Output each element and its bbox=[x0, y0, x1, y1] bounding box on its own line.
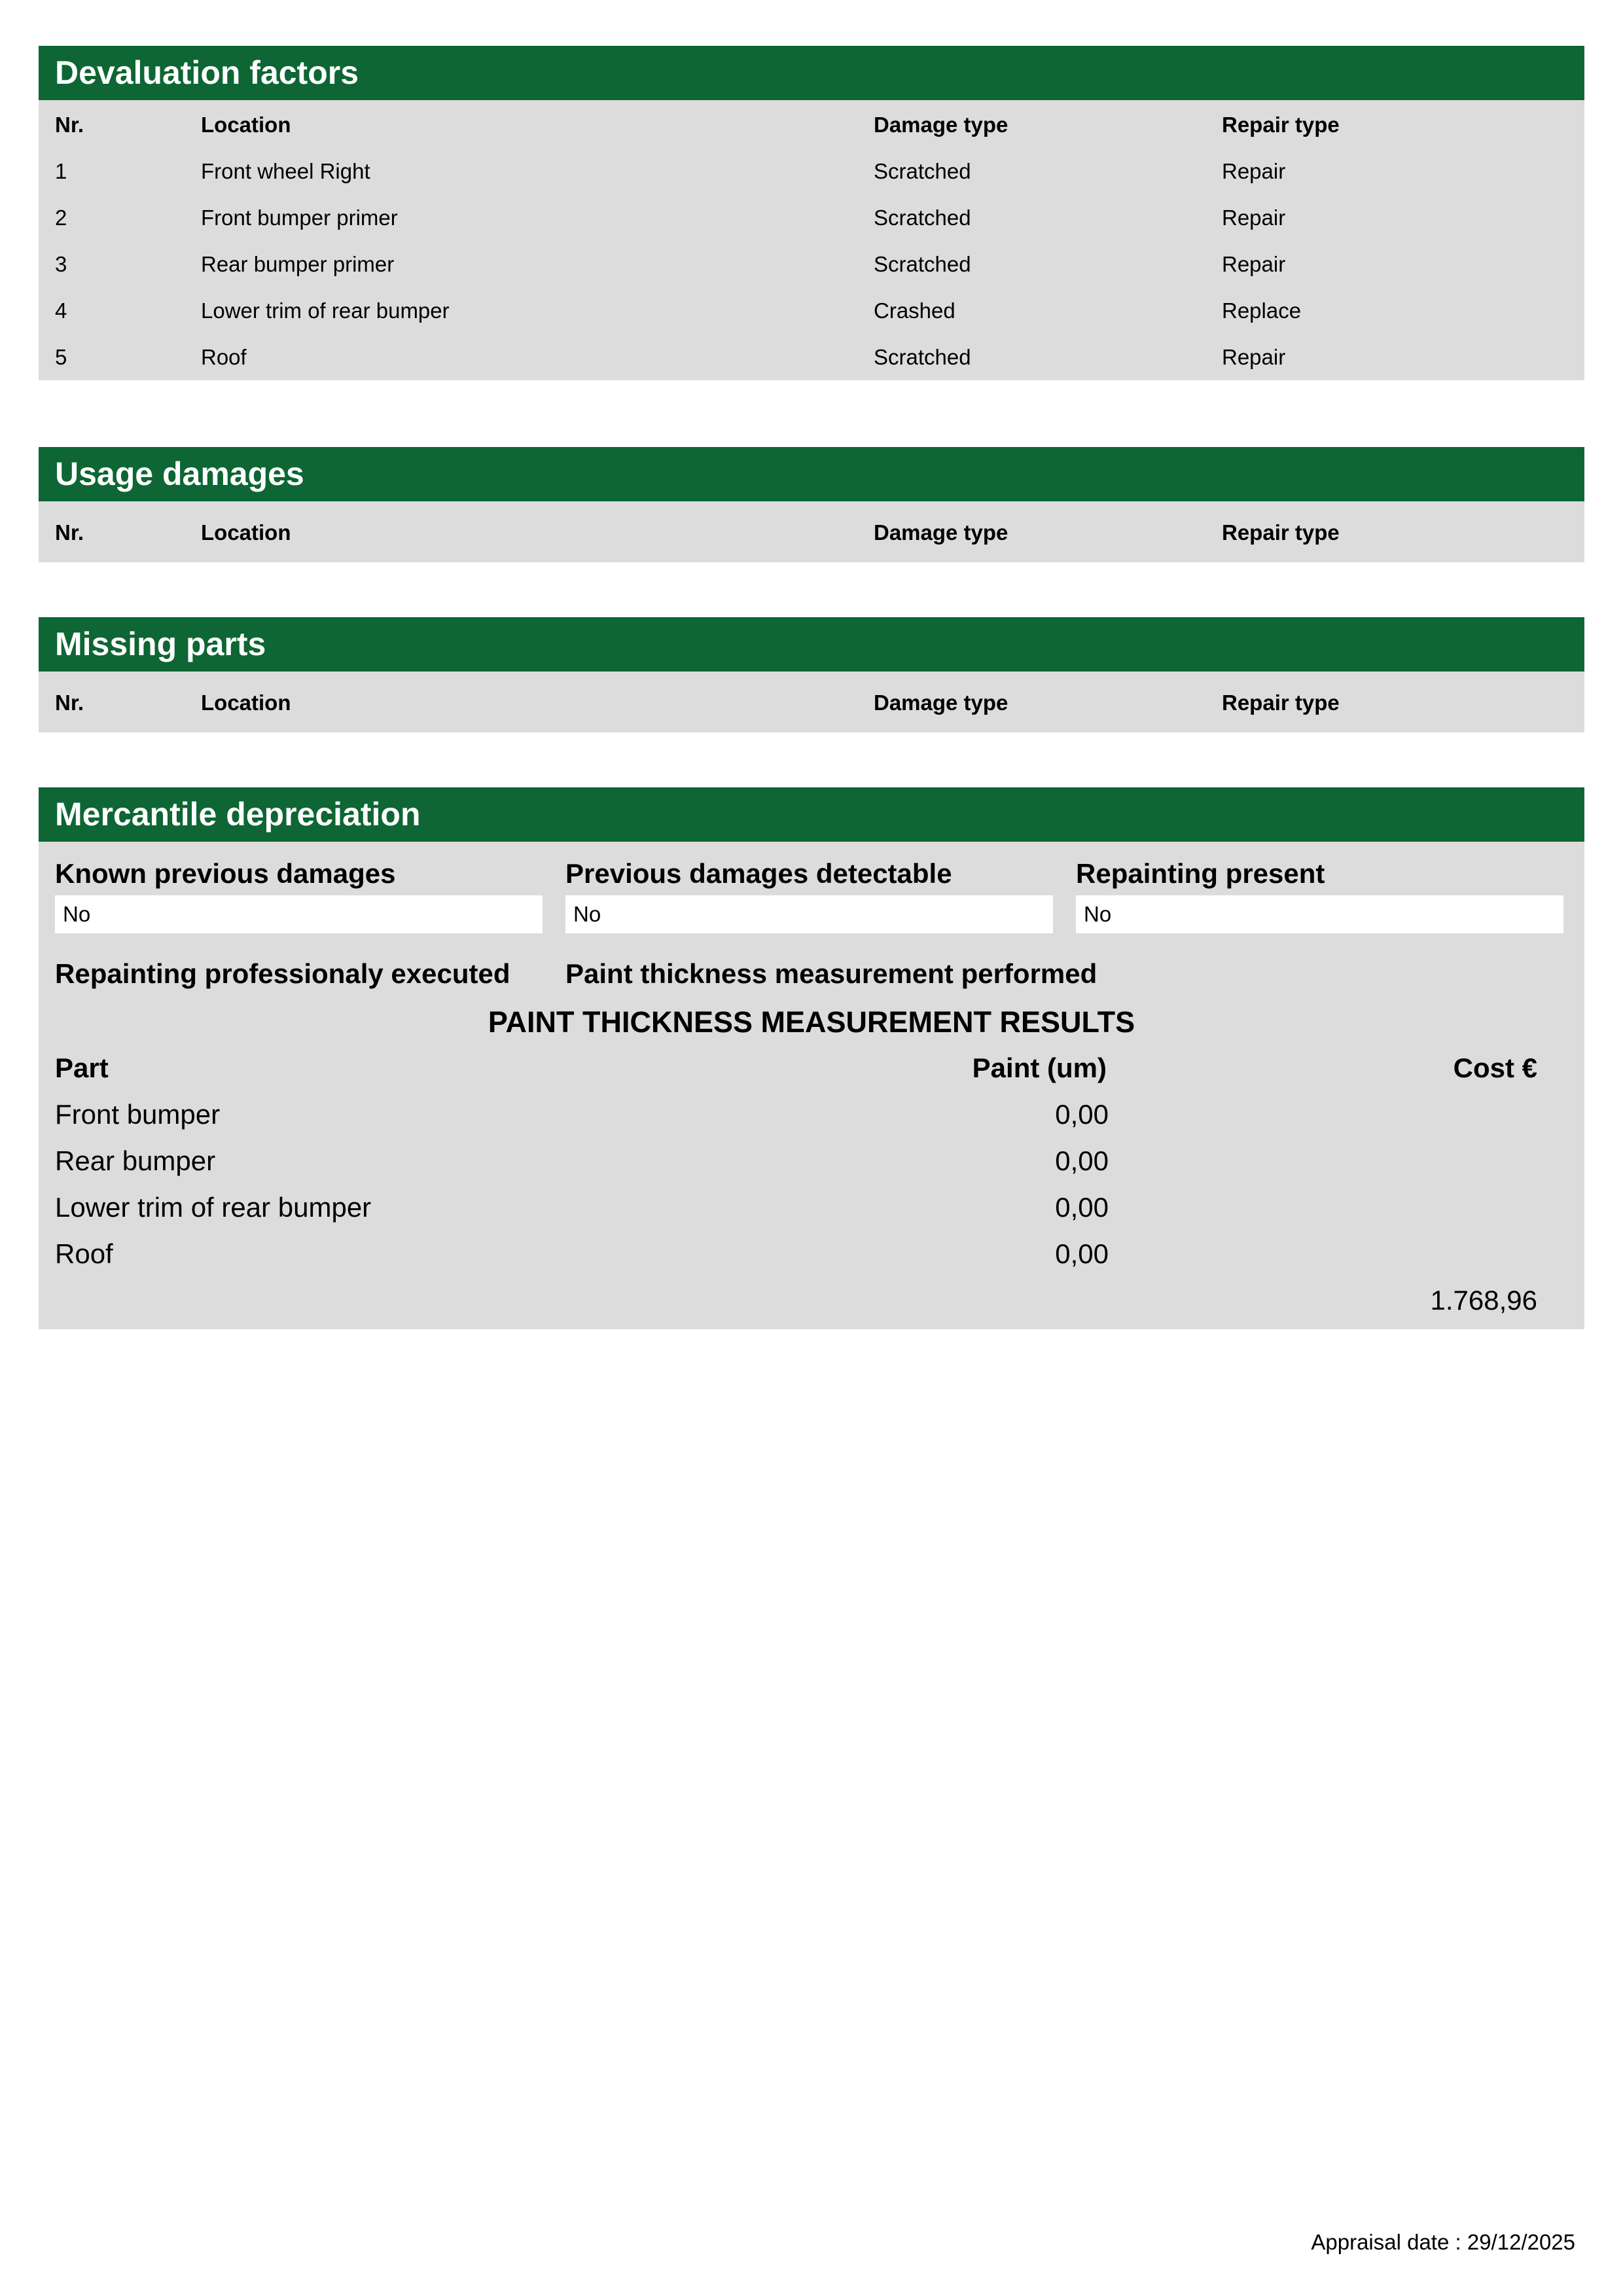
repainting-professionaly-executed-label: Repainting professionaly executed bbox=[55, 958, 510, 989]
row-nr: 2 bbox=[55, 206, 67, 230]
known-previous-damages-value: No bbox=[55, 895, 543, 933]
known-previous-damages-field bbox=[55, 857, 543, 933]
mercantile-fields bbox=[39, 842, 1584, 946]
row-paint: 0,00 bbox=[1055, 1145, 1109, 1176]
header-nr: Nr. bbox=[55, 691, 84, 715]
devaluation-factors-title: Devaluation factors bbox=[39, 46, 1584, 100]
row-nr: 5 bbox=[55, 345, 67, 369]
repainting-present-field bbox=[1076, 857, 1563, 933]
table-row bbox=[39, 194, 1584, 241]
header-damage-type: Damage type bbox=[874, 691, 1008, 715]
header-nr: Nr. bbox=[55, 520, 84, 545]
paint-thickness-results-title: PAINT THICKNESS MEASUREMENT RESULTS bbox=[488, 1005, 1135, 1039]
row-repair-type: Repair bbox=[1222, 345, 1286, 369]
results-total-row bbox=[39, 1277, 1584, 1329]
missing-parts-title: Missing parts bbox=[39, 617, 1584, 672]
total-cost: 1.768,96 bbox=[1430, 1285, 1537, 1316]
row-damage-type: Crashed bbox=[874, 298, 955, 323]
usage-table bbox=[39, 501, 1584, 562]
row-paint: 0,00 bbox=[1055, 1238, 1109, 1269]
row-repair-type: Repair bbox=[1222, 206, 1286, 230]
row-location: Rear bumper primer bbox=[201, 252, 395, 276]
row-damage-type: Scratched bbox=[874, 206, 971, 230]
devaluation-table bbox=[39, 100, 1584, 380]
mercantile-depreciation-title: Mercantile depreciation bbox=[39, 787, 1584, 842]
table-row bbox=[39, 1138, 1584, 1184]
header-location: Location bbox=[201, 691, 291, 715]
known-previous-damages-label: Known previous damages bbox=[55, 858, 396, 889]
row-part: Rear bumper bbox=[55, 1145, 216, 1176]
row-repair-type: Repair bbox=[1222, 159, 1286, 183]
table-row bbox=[39, 334, 1584, 380]
repainting-present-value: No bbox=[1076, 895, 1563, 933]
row-part: Roof bbox=[55, 1238, 113, 1269]
header-damage-type: Damage type bbox=[874, 113, 1008, 137]
row-paint: 0,00 bbox=[1055, 1099, 1109, 1130]
row-part: Front bumper bbox=[55, 1099, 221, 1130]
missing-parts-section bbox=[39, 617, 1584, 732]
missing-table bbox=[39, 672, 1584, 732]
row-location: Front wheel Right bbox=[201, 159, 370, 183]
header-damage-type: Damage type bbox=[874, 520, 1008, 545]
table-row bbox=[39, 1184, 1584, 1230]
row-nr: 4 bbox=[55, 298, 67, 323]
table-header-row bbox=[39, 679, 1584, 726]
previous-damages-detectable-field bbox=[565, 857, 1053, 933]
row-damage-type: Scratched bbox=[874, 252, 971, 276]
row-location: Front bumper primer bbox=[201, 206, 398, 230]
table-row bbox=[39, 287, 1584, 334]
row-location: Lower trim of rear bumper bbox=[201, 298, 450, 323]
row-damage-type: Scratched bbox=[874, 159, 971, 183]
header-repair-type: Repair type bbox=[1222, 520, 1340, 545]
header-cost: Cost € bbox=[1453, 1052, 1537, 1083]
usage-damages-section bbox=[39, 447, 1584, 562]
table-header-row bbox=[39, 509, 1584, 556]
table-row bbox=[39, 1091, 1584, 1138]
table-row bbox=[39, 1230, 1584, 1277]
repainting-present-label: Repainting present bbox=[1076, 858, 1325, 889]
row-repair-type: Repair bbox=[1222, 252, 1286, 276]
row-nr: 1 bbox=[55, 159, 67, 183]
results-header-row bbox=[39, 1045, 1584, 1091]
paint-thickness-measurement-performed-label: Paint thickness measurement performed bbox=[565, 958, 1097, 989]
usage-damages-title: Usage damages bbox=[39, 447, 1584, 501]
devaluation-factors-section bbox=[39, 46, 1584, 380]
appraisal-date: Appraisal date : 29/12/2025 bbox=[1311, 2230, 1575, 2254]
row-part: Lower trim of rear bumper bbox=[55, 1192, 372, 1223]
previous-damages-detectable-value: No bbox=[565, 895, 1053, 933]
mercantile-second-row bbox=[39, 954, 1584, 1000]
header-location: Location bbox=[201, 113, 291, 137]
row-location: Roof bbox=[201, 345, 247, 369]
previous-damages-detectable-label: Previous damages detectable bbox=[565, 858, 952, 889]
row-paint: 0,00 bbox=[1055, 1192, 1109, 1223]
row-repair-type: Replace bbox=[1222, 298, 1302, 323]
table-row bbox=[39, 148, 1584, 194]
header-part: Part bbox=[55, 1052, 109, 1083]
mercantile-depreciation-section bbox=[39, 787, 1584, 1329]
table-header-row bbox=[39, 101, 1584, 148]
row-damage-type: Scratched bbox=[874, 345, 971, 369]
header-location: Location bbox=[201, 520, 291, 545]
row-nr: 3 bbox=[55, 252, 67, 276]
header-repair-type: Repair type bbox=[1222, 691, 1340, 715]
table-row bbox=[39, 241, 1584, 287]
header-nr: Nr. bbox=[55, 113, 84, 137]
header-repair-type: Repair type bbox=[1222, 113, 1340, 137]
header-paint: Paint (um) bbox=[972, 1052, 1107, 1083]
